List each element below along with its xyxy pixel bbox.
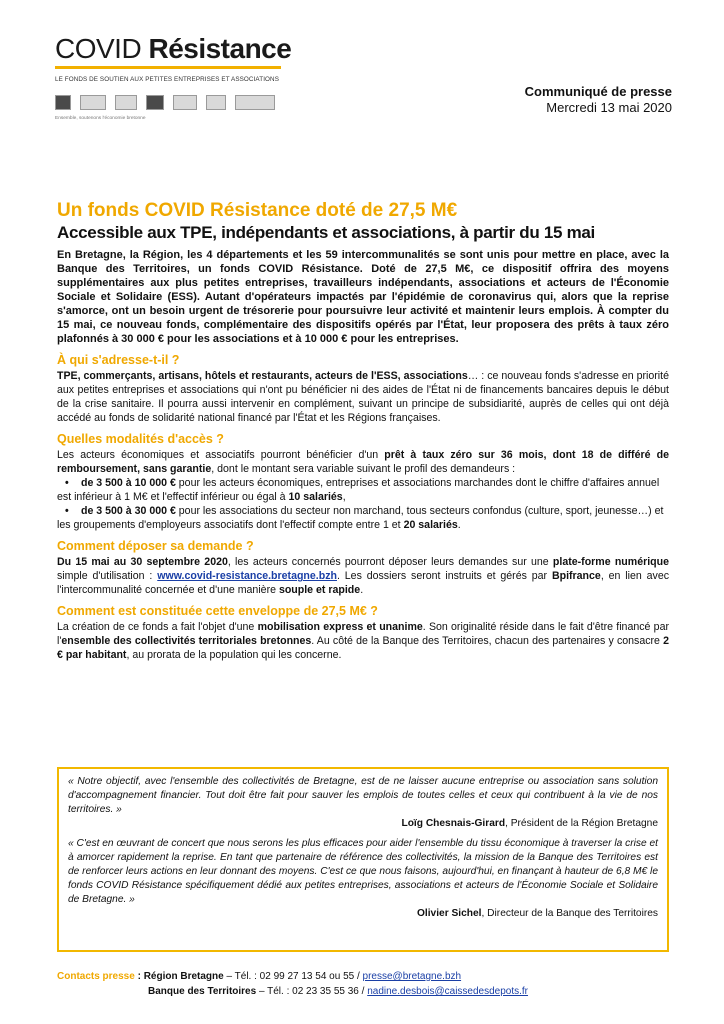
quote-author: Olivier Sichel, Directeur de la Banque des Territoires [416,908,658,919]
contact-row: Banque des Territoires – Tél. : 02 23 35 55 36 / nadine.desbois@caissedesdepots.fr [148,986,529,997]
quotes-box [57,767,669,952]
partner-logo-icon [115,95,137,110]
press-date: Mercredi 13 mai 2020 [546,100,672,115]
quote-text: « C'est en œuvrant de concert que nous serons les plus efficaces pour aider l'ensemble du tissu économique à traverser la crise et à amorcer rapidement la reprise. En tant que partenaire de référence des collectivités, la mission de la Banque des Territoires est de renforcer leurs actions en leur donnant des moyens. C'est ce que nous faisons, aujourd'hui, en finançant à hauteur de 6,8 M€ le fonds COVID Résistance spécifiquement dédié aux petites entreprises, associations et acteurs de l'Économie Sociale et Solidaire de Bretagne. » [68,838,658,905]
partner-logo-icon [55,95,71,110]
partner-logo-icon [80,95,106,110]
section-apply-text: Du 15 mai au 30 septembre 2020, les acteurs concernés pourront déposer leurs demandes sur une plate-forme numérique simple d'utilisation : www.covid-resistance.bretagne.bzh. Les dossiers seront instruits et gérés par Bpifrance, en lien avec l'intercommunalité concernée et d'une manière souple et rapide. [57,556,670,596]
logo-title-part2: Résistance [148,33,292,64]
bullet-icon: • [65,477,69,489]
email-link[interactable]: presse@bretagne.bzh [362,971,462,982]
target-lead: TPE, commerçants, artisans, hôtels et restaurants, acteurs de l'ESS, associations [57,370,468,382]
section-target-text [57,369,669,425]
section-heading-funding: Comment est constituée cette enveloppe de 27,5 M€ ? [57,604,378,618]
section-access-text: Les acteurs économiques et associatifs pourront bénéficier d'un prêt à taux zéro sur 36 mois, dont 18 de différé de remboursement, sans garantie, dont le montant sera variable suivant le profil des demandeurs : [57,449,669,475]
logo-title [55,34,295,64]
press-contacts [57,969,528,999]
partner-logo-icon [235,95,275,110]
partner-logo-icon [206,95,226,110]
headline: Un fonds COVID Résistance doté de 27,5 M€ [57,200,458,221]
section-funding-text: La création de ce fonds a fait l'objet d'une mobilisation express et unanime. Son originalité réside dans le fait d'être financé par l'ensemble des collectivités territoriales bretonnes. Au côté de la Banque des Territoires, chacun des partenaires y consacre 2 € par habitant, au prorata de la population qui les concerne. [57,621,669,661]
quote-text: « Notre objectif, avec l'ensemble des collectivités de Bretagne, est de ne laisser aucune entreprise ou association sans solution d'accompagnement financier. Tout doit être fait pour sauver les emplois de toutes celles et ceux qui contribuent à la vie de nos territoires. » [68,776,658,815]
logo-block [55,34,295,121]
contact-row: Contacts presse : Région Bretagne – Tél. : 02 99 27 13 54 ou 55 / presse@bretagne.bzh [57,971,462,982]
press-release-header [525,84,672,116]
loan-terms: prêt à taux zéro sur 36 mois, dont 18 de différé de remboursement, sans garantie [57,449,669,475]
partner-logo-icon [173,95,197,110]
partner-logo-icon [146,95,164,110]
section-heading-access: Quelles modalités d'accès ? [57,432,224,446]
logo-tagline: LE FONDS DE SOUTIEN AUX PETITES ENTREPRISES ET ASSOCIATIONS [55,76,280,83]
intro-paragraph: En Bretagne, la Région, les 4 départements et les 59 intercommunalités se sont unis pour mettre en place, avec la Banque des Territoires, un fonds COVID Résistance. Doté de 27,5 M€, ce dispositif offrira des moyens supplémentaires aux plus petites entreprises, travailleurs indépendants, associations et acteurs de l'Économie Sociale et Solidaire (ESS). Autant d'opérateurs impactés par l'épidémie de coronavirus qui, alors que la reprise s'amorce, ont un besoin urgent de trésorerie pour poursuivre leur activité et maintenir leurs emplois. À compter du 15 mai, ce nouveau fonds, complémentaire des dispositifs opérés par l'État, leur proposera des prêts à taux zéro plafonnés à 30 000 € pour les associations et à 10 000 € pour les entreprises. [57,249,669,345]
press-label: Communiqué de presse [524,84,672,99]
section-heading-apply: Comment déposer sa demande ? [57,539,254,553]
logo-title-part1: COVID [55,33,149,64]
partner-logos [55,95,295,110]
platform-link[interactable]: www.covid-resistance.bretagne.bzh [157,570,337,582]
bullet-icon: • [65,505,69,517]
quote-author: Loïg Chesnais-Girard, Président de la Région Bretagne [401,818,658,829]
partner-note: Ensemble, soutenons l'économie bretonne [55,116,146,121]
list-item: • de 3 500 à 10 000 € pour les acteurs économiques, entreprises et associations marchandes dont le chiffre d'affaires annuel est inférieur à 1 M€ et l'effectif inférieur ou égal à 10 salariés, [57,477,660,503]
subheadline: Accessible aux TPE, indépendants et associations, à partir du 15 mai [57,223,595,242]
section-heading-target: À qui s'adresse-t-il ? [57,353,180,367]
email-link[interactable]: nadine.desbois@caissedesdepots.fr [367,986,529,997]
contacts-label: Contacts presse [57,971,135,982]
target-body: … : ce nouveau fonds s'adresse en priorité aux petites entreprises et associations qui n'ont pu bénéficier ni des aides de l'État ni de financements bancaires depuis le début de la crise sanitaire. Il pourra aussi intervenir en complément, suivant un principe de subsidiarité, auprès de celles qui ont déjà accédé au fonds de solidarité national financé par l'État et les Régions françaises. [57,370,669,424]
main-content [57,200,669,662]
list-item: • de 3 500 à 30 000 € pour les associations du secteur non marchand, tous secteurs confondus (culture, sport, jeunesse…) et les groupements d'employeurs associatifs dont l'effectif compte entre 1 et 20 salariés. [57,505,664,531]
logo-underline [55,66,281,69]
